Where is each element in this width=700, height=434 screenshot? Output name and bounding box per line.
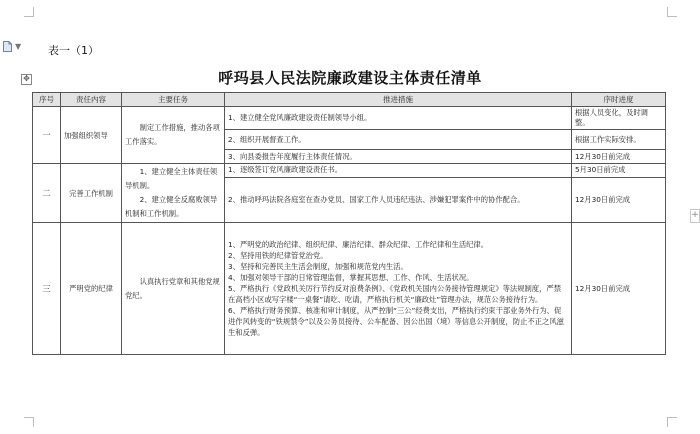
row-seq: 一 [33, 107, 61, 164]
row-content [61, 164, 122, 223]
table-row [33, 164, 666, 178]
crop-mark-top-left [24, 7, 34, 17]
crop-mark-bottom-left [24, 417, 34, 427]
table-label: 表一（1） [48, 44, 99, 57]
progress-cell: 12月30日前完成 [572, 150, 666, 164]
responsibility-table [32, 92, 666, 355]
measure-line: 6、严格执行财务预算、核准和审计制度，从严控制“三公”经费支出，严格执行约束干部业务外行为、促进作风转变的“铁规禁令”以及公务员接待、公车配备、因公出国（境）等信息公开制度，防止不正之风滋生和反弹。 [228, 306, 564, 337]
measure-line: 2、坚持用铁的纪律管党治党。 [228, 251, 328, 260]
progress-cell: 5月30日前完成 [572, 164, 666, 178]
crop-mark-top-right [667, 7, 677, 17]
table-row [33, 107, 666, 130]
measure-line: 1、严明党的政治纪律、组织纪律、廉洁纪律、群众纪律、工作纪律和生活纪律。 [228, 240, 489, 249]
header-content: 责任内容 [61, 93, 122, 107]
measure-cell: 2、推动呼玛法院各庭室在查办党员、国家工作人员违纪违法、涉嫌犯罪案件中的协作配合。 [225, 177, 572, 222]
crop-mark-bottom-right [667, 417, 677, 427]
row-content [61, 223, 122, 355]
table-row [33, 223, 666, 355]
measure-cell: 2、组织开展督查工作。 [225, 130, 572, 150]
measure-line: 4、加强对领导干部的日常管理监督，掌握其思想、工作、作风、生活状况。 [228, 273, 474, 282]
document-icon[interactable] [3, 41, 12, 52]
progress-cell: 根据工作实际安排。 [572, 130, 666, 150]
progress-cell: 12月30日前完成 [572, 177, 666, 222]
row-content-text: 严明党的纪律 [69, 284, 113, 293]
header-measures: 推进措施 [225, 93, 572, 107]
header-task: 主要任务 [122, 93, 225, 107]
measure-line: 3、坚持和完善民主生活会制度，加强和规范党内生活。 [228, 262, 408, 271]
row-task: 认真执行党章和其他党规党纪。 [122, 223, 225, 355]
task-line: 1、建立健全主体责任领导机制。 [125, 167, 218, 190]
dropdown-arrow-icon[interactable]: ▼ [15, 42, 22, 51]
row-content-text: 完善工作机制 [69, 188, 113, 198]
document-title: 呼玛县人民法院廉政建设主体责任清单 [218, 69, 482, 87]
measure-line: 5、严格执行《党政机关厉行节约反对浪费条例》、《党政机关国内公务接待管理规定》等法规制度，严禁在高档小区或写字楼“一桌餐”请吃、吃请，严格执行机关“廉政灶”管理办法，规范公务接待行为。 [228, 284, 561, 304]
row-content: 加强组织领导 [61, 107, 122, 164]
table-move-handle-icon[interactable]: ✥ [21, 74, 32, 85]
progress-cell: 12月30日前完成 [572, 223, 666, 355]
measure-cell [225, 223, 572, 355]
measure-cell: 3、向县委报告年度履行主体责任情况。 [225, 150, 572, 164]
row-task [122, 164, 225, 223]
measure-cell: 1、逐级签订党风廉政建设责任书。 [225, 164, 572, 178]
header-seq: 序号 [33, 93, 61, 107]
row-task: 制定工作措施，推动各项工作落实。 [122, 107, 225, 164]
task-line: 2、建立健全反腐败领导机制和工作机制。 [125, 195, 218, 218]
progress-cell: 根据人员变化，及时调整。 [572, 107, 666, 130]
add-column-icon[interactable]: + [690, 209, 700, 223]
measure-cell: 1、建立健全党风廉政建设责任制领导小组。 [225, 107, 572, 130]
row-seq: 二 [33, 164, 61, 223]
row-seq: 三 [33, 223, 61, 355]
header-progress: 序时进度 [572, 93, 666, 107]
table-header-row [33, 93, 666, 107]
